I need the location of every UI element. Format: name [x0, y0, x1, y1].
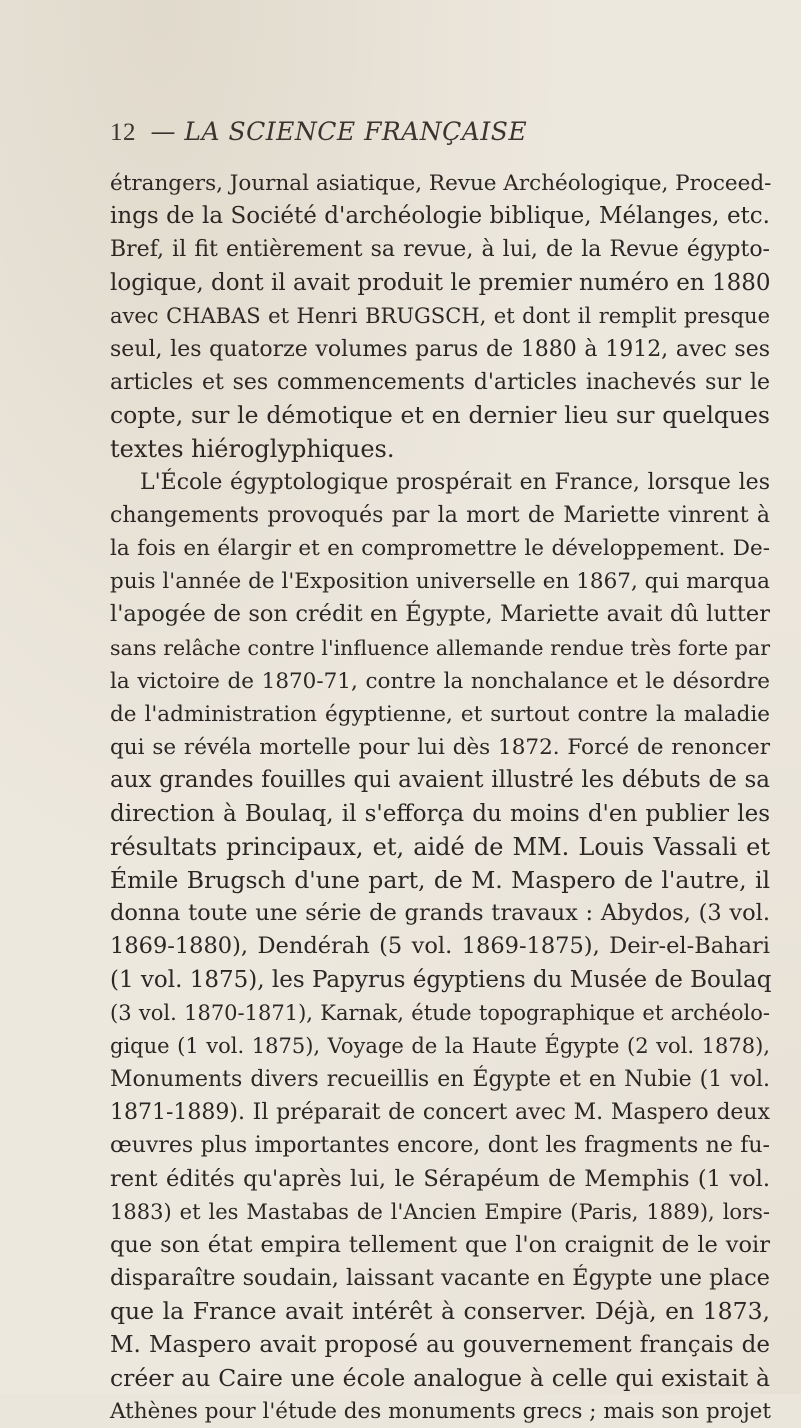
text-line: copte, sur le démotique et en dernier lieu sur quelques — [110, 401, 770, 430]
paragraph-end-line: textes hiéroglyphiques. — [110, 434, 395, 463]
text-line: rent édités qu'après lui, le Sérapéum de Memphis (1 vol. — [110, 1165, 770, 1192]
page-number: 12 — [110, 119, 136, 146]
text-line: 1869-1880), Dendérah (5 vol. 1869-1875), Deir-el-Bahari — [110, 933, 770, 960]
text-line: l'apogée de son crédit en Égypte, Mariette avait dû lutter — [110, 601, 770, 628]
text-line: aux grandes fouilles qui avaient illustré les débuts de sa — [110, 767, 770, 794]
text-line: de l'administration égyptienne, et surtout contre la maladie — [110, 702, 770, 727]
text-line: Émile Brugsch d'une part, de M. Maspero de l'autre, il — [110, 865, 770, 894]
text-line: puis l'année de l'Exposition universelle en 1867, qui marqua — [110, 569, 770, 595]
text-line: étrangers, Journal asiatique, Revue Archéologique, Proceed- — [110, 171, 772, 196]
running-head-title: — LA SCIENCE FRANÇAISE — [150, 117, 528, 146]
text-line: (1 vol. 1875), les Papyrus égyptiens du Musée de Boulaq — [110, 966, 772, 993]
text-line: que la France avait intérêt à conserver. Déjà, en 1873, — [110, 1297, 770, 1326]
text-line: changements provoqués par la mort de Mariette vinrent à — [110, 502, 770, 528]
text-line: résultats principaux, et, aidé de MM. Louis Vassali et — [110, 832, 770, 861]
text-line: Bref, il fit entièrement sa revue, à lui, de la Revue égypto- — [110, 237, 770, 263]
text-line: disparaître soudain, laissant vacante en Égypte une place — [110, 1265, 770, 1292]
running-head — [110, 117, 527, 147]
text-line: articles et ses commencements d'articles inachevés sur le — [110, 370, 770, 396]
text-line: logique, dont il avait produit le premier numéro en 1880 — [110, 269, 771, 296]
text-line: Athènes pour l'étude des monuments grecs ; mais son projet — [110, 1398, 771, 1424]
text-line: que son état empira tellement que l'on craignit de le voir — [110, 1232, 770, 1258]
text-line: ings de la Société d'archéologie biblique, Mélanges, etc. — [110, 203, 770, 230]
text-line: donna toute une série de grands travaux : Abydos, (3 vol. — [110, 900, 770, 927]
text-line: la victoire de 1870-71, contre la nonchalance et le désordre — [110, 668, 770, 694]
text-line: 1871-1889). Il préparait de concert avec M. Maspero deux — [110, 1100, 770, 1126]
text-line: (3 vol. 1870-1871), Karnak, étude topographique et archéolo- — [110, 1000, 770, 1025]
text-line: la fois en élargir et en compromettre le développement. De- — [110, 536, 770, 562]
paragraph-start-line: L'École égyptologique prospérait en France, lorsque les — [140, 469, 770, 495]
text-line: 1883) et les Mastabas de l'Ancien Empire (Paris, 1889), lors- — [110, 1199, 770, 1224]
text-line: œuvres plus importantes encore, dont les fragments ne fu- — [110, 1133, 770, 1159]
text-line: Monuments divers recueillis en Égypte et en Nubie (1 vol. — [110, 1067, 770, 1093]
text-line: avec CHABAS et Henri BRUGSCH, et dont il remplit presque — [110, 303, 770, 328]
text-line: M. Maspero avait proposé au gouvernement français de — [110, 1331, 770, 1358]
body-text — [110, 167, 770, 1428]
text-line: qui se révéla mortelle pour lui dès 1872. Forcé de renoncer — [110, 735, 770, 761]
text-line: créer au Caire une école analogue à celle qui existait à — [110, 1363, 770, 1392]
text-line: direction à Boulaq, il s'efforça du moins d'en publier les — [110, 800, 770, 827]
text-line: gique (1 vol. 1875), Voyage de la Haute Égypte (2 vol. 1878), — [110, 1033, 770, 1058]
text-line: seul, les quatorze volumes parus de 1880 à 1912, avec ses — [110, 336, 770, 362]
text-line: sans relâche contre l'influence allemande rendue très forte par — [110, 635, 770, 660]
